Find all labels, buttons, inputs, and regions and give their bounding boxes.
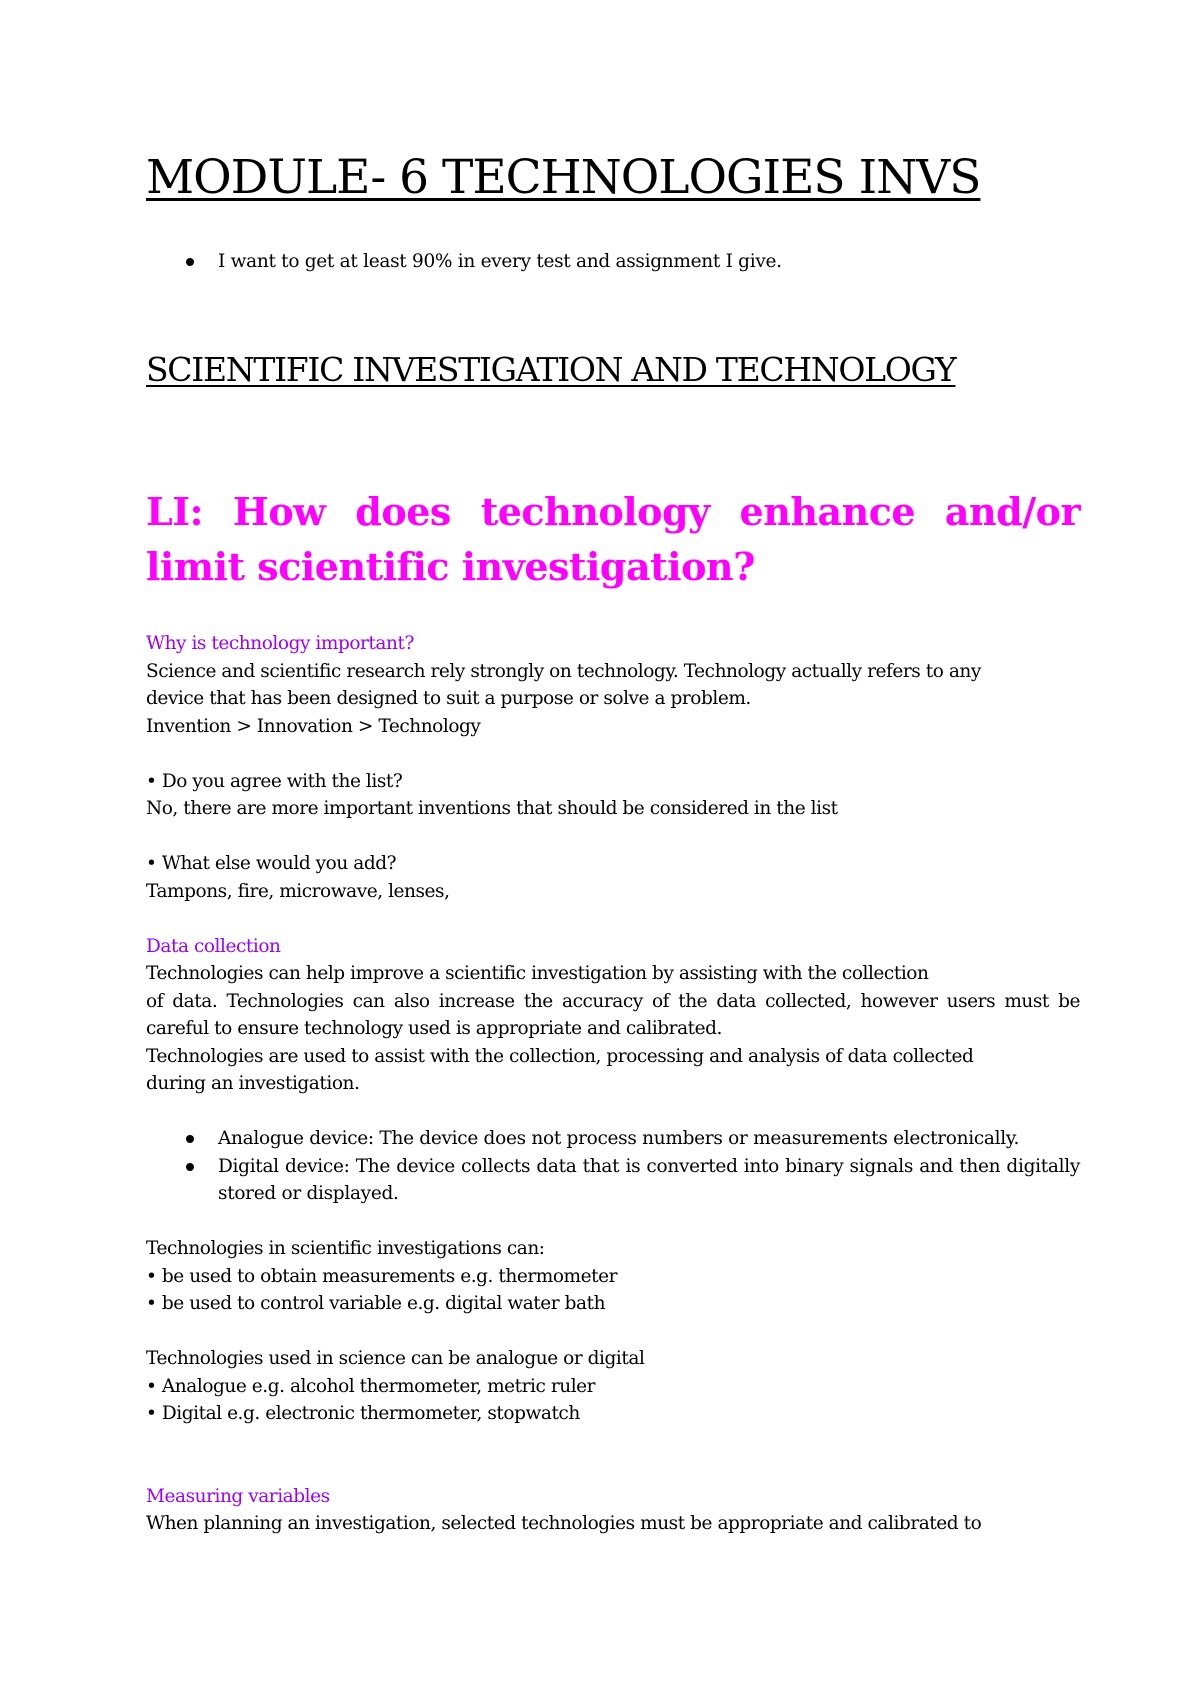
body-text: • be used to control variable e.g. digital water bath (146, 1293, 606, 1314)
spacer (146, 905, 1080, 933)
bullet-dot-icon (186, 258, 194, 266)
bullet-dot-icon (186, 1135, 194, 1143)
body-text: Science and scientific research rely strongly on technology. Technology actually refers to any (146, 660, 981, 682)
list-item-text: Digital device: The device collects data that is converted into binary signals and then digitally stored or displayed. (218, 1155, 1080, 1204)
answer-text: No, there are more important inventions that should be considered in the list (146, 798, 838, 819)
spacer (146, 1318, 1080, 1346)
body-paragraph: of data. Technologies can also increase the accuracy of the data collected, however users must be careful to ensure technology used is appropriate and calibrated. (146, 990, 1080, 1039)
body-text: Technologies can help improve a scientific investigation by assisting with the collection (146, 963, 929, 984)
learning-intention-heading: LI: How does technology enhance and/or limit scientific investigation? (146, 489, 1080, 589)
spacer (146, 1428, 1080, 1456)
question-text: • What else would you add? (146, 853, 397, 874)
body-text: • Analogue e.g. alcohol thermometer, metric ruler (146, 1375, 596, 1397)
list-item (146, 1125, 1080, 1153)
list-item (146, 1153, 1080, 1208)
data-collection-heading: Data collection (146, 935, 281, 957)
spacer (146, 1455, 1080, 1483)
document-body (146, 630, 1080, 1538)
question-text: • Do you agree with the list? (146, 770, 403, 792)
spacer (146, 823, 1080, 851)
body-text: during an investigation. (146, 1073, 360, 1094)
bullet-dot-icon (186, 1163, 194, 1171)
body-text: Technologies are used to assist with the collection, processing and analysis of data collected (146, 1045, 974, 1067)
spacer (146, 1208, 1080, 1236)
why-important-heading: Why is technology important? (146, 633, 414, 654)
spacer (146, 1098, 1080, 1126)
goal-list (146, 248, 782, 275)
body-text: Technologies in scientific investigations can: (146, 1238, 545, 1259)
measuring-variables-heading: Measuring variables (146, 1485, 330, 1507)
body-text: Technologies used in science can be analogue or digital (146, 1348, 645, 1369)
spacer (146, 740, 1080, 768)
body-text: When planning an investigation, selected technologies must be appropriate and calibrated to (146, 1513, 982, 1534)
page-title: MODULE- 6 TECHNOLOGIES INVS (146, 150, 981, 205)
section-heading: SCIENTIFIC INVESTIGATION AND TECHNOLOGY (146, 350, 956, 389)
goal-item (146, 248, 782, 275)
device-type-list (146, 1125, 1080, 1208)
document-page (146, 0, 1080, 1694)
answer-text: Tampons, fire, microwave, lenses, (146, 880, 450, 902)
list-item-text: Analogue device: The device does not process numbers or measurements electronically. (218, 1128, 1020, 1149)
body-text: device that has been designed to suit a purpose or solve a problem. (146, 688, 751, 709)
goal-text: I want to get at least 90% in every test and assignment I give. (218, 251, 782, 272)
body-text: • Digital e.g. electronic thermometer, stopwatch (146, 1403, 580, 1424)
body-text: • be used to obtain measurements e.g. thermometer (146, 1265, 618, 1287)
body-text: Invention > Innovation > Technology (146, 715, 481, 737)
